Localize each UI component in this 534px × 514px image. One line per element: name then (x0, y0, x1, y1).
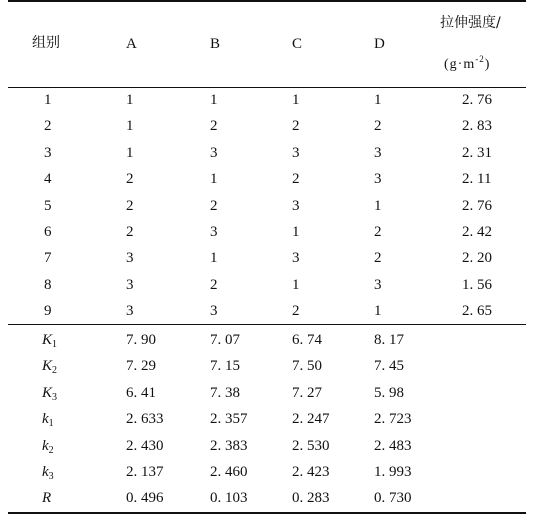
stat-key-subscript: 2 (48, 444, 54, 456)
cell-b: 2 (210, 118, 218, 135)
stat-a: 7. 90 (126, 332, 156, 348)
cell-a: 2 (126, 197, 134, 214)
cell-a: 3 (126, 250, 134, 267)
stat-key-letter: R (42, 490, 52, 507)
stat-key (42, 330, 57, 355)
cell-c: 2 (292, 171, 300, 188)
stat-c: 2. 530 (292, 437, 330, 454)
stat-key-subscript: 1 (52, 339, 58, 350)
cell-b: 2 (210, 276, 218, 293)
stat-d: 5. 98 (374, 384, 404, 401)
cell-b: 1 (210, 171, 218, 188)
cell-strength: 2. 76 (462, 197, 492, 214)
stat-c: 2. 247 (292, 411, 330, 428)
cell-c: 1 (292, 224, 300, 240)
stat-key (42, 409, 54, 434)
table-row (0, 116, 534, 138)
cell-c: 3 (292, 250, 300, 267)
cell-a: 2 (126, 171, 134, 188)
stat-c: 6. 74 (292, 332, 322, 348)
header-col-c: C (292, 36, 303, 52)
table-row (0, 222, 534, 244)
stat-key-letter: k (42, 464, 49, 480)
stat-a: 7. 29 (126, 358, 156, 375)
table-row (0, 196, 534, 218)
stat-key (42, 488, 51, 508)
cell-a: 3 (126, 276, 134, 293)
header-col-b: B (210, 36, 221, 52)
stat-d: 1. 993 (374, 464, 412, 480)
stat-c: 7. 50 (292, 358, 322, 375)
stat-row (0, 383, 534, 405)
table-row (0, 90, 534, 112)
header-unit (444, 50, 490, 74)
header-rule (8, 87, 526, 88)
cell-strength: 2. 31 (462, 144, 492, 161)
cell-a: 2 (126, 224, 134, 240)
stat-b: 2. 383 (210, 437, 248, 454)
stat-key-letter: K (42, 384, 53, 401)
stat-key-subscript: 2 (52, 365, 58, 377)
stat-key (42, 383, 57, 408)
cell-strength: 2. 20 (462, 250, 492, 267)
cell-group: 6 (44, 224, 52, 240)
stat-a: 6. 41 (126, 384, 156, 401)
stat-b: 2. 357 (210, 411, 248, 428)
cell-c: 3 (292, 197, 300, 214)
stat-key (42, 436, 54, 461)
stat-d: 8. 17 (374, 332, 404, 348)
stat-d: 7. 45 (374, 358, 404, 375)
stat-key-subscript: 3 (52, 391, 58, 403)
table-row (0, 169, 534, 191)
stat-d: 0. 730 (374, 490, 412, 507)
stat-key (42, 462, 54, 487)
stat-key (42, 356, 57, 381)
cell-c: 2 (292, 303, 300, 320)
table-row (0, 248, 534, 270)
stat-key-subscript: 3 (48, 471, 54, 482)
stat-key-letter: K (42, 358, 53, 375)
stat-row (0, 356, 534, 378)
stat-row (0, 436, 534, 458)
header-unit-open: (g·m (444, 57, 476, 72)
header-group: 组别 (32, 35, 60, 51)
header-unit-exponent: -2 (475, 54, 485, 64)
cell-d: 3 (374, 171, 382, 188)
cell-d: 2 (374, 250, 382, 267)
cell-b: 3 (210, 303, 218, 320)
table-row (0, 275, 534, 297)
stat-d: 2. 723 (374, 411, 412, 428)
table-top-rule (8, 0, 526, 2)
stat-d: 2. 483 (374, 437, 412, 454)
stat-b: 7. 38 (210, 384, 240, 401)
cell-group: 1 (44, 92, 52, 108)
cell-c: 1 (292, 92, 300, 108)
cell-group: 9 (44, 303, 52, 320)
cell-group: 5 (44, 197, 52, 214)
stats-rule (8, 324, 526, 325)
stat-a: 0. 496 (126, 490, 164, 507)
cell-d: 2 (374, 224, 382, 240)
cell-a: 1 (126, 118, 134, 135)
cell-b: 1 (210, 92, 218, 108)
stat-b: 7. 07 (210, 332, 240, 348)
cell-c: 1 (292, 276, 300, 293)
stat-a: 2. 633 (126, 411, 164, 428)
cell-d: 2 (374, 118, 382, 135)
header-col-a: A (126, 36, 137, 52)
stat-row (0, 409, 534, 431)
cell-a: 1 (126, 144, 134, 161)
cell-d: 1 (374, 197, 382, 214)
cell-d: 3 (374, 144, 382, 161)
cell-group: 4 (44, 171, 52, 188)
stat-c: 0. 283 (292, 490, 330, 507)
stat-c: 7. 27 (292, 384, 322, 401)
cell-b: 3 (210, 144, 218, 161)
cell-a: 1 (126, 92, 134, 108)
stat-b: 2. 460 (210, 464, 248, 480)
stat-c: 2. 423 (292, 464, 330, 480)
stat-b: 7. 15 (210, 358, 240, 375)
header-tensile-strength: 拉伸强度/ (440, 15, 501, 31)
stat-row (0, 462, 534, 484)
cell-strength: 2. 76 (462, 92, 492, 108)
cell-strength: 2. 83 (462, 118, 492, 135)
cell-d: 1 (374, 303, 382, 320)
stat-b: 0. 103 (210, 490, 248, 507)
stat-row (0, 330, 534, 352)
stat-a: 2. 137 (126, 464, 164, 480)
cell-strength: 2. 42 (462, 224, 492, 240)
stat-key-letter: k (42, 411, 49, 428)
cell-b: 3 (210, 224, 218, 240)
stat-row (0, 488, 534, 510)
cell-strength: 2. 65 (462, 303, 492, 320)
stat-key-letter: K (42, 332, 53, 348)
cell-b: 1 (210, 250, 218, 267)
cell-a: 3 (126, 303, 134, 320)
cell-c: 2 (292, 118, 300, 135)
stat-key-subscript: 1 (48, 418, 54, 430)
cell-group: 2 (44, 118, 52, 135)
stat-a: 2. 430 (126, 437, 164, 454)
cell-group: 7 (44, 250, 52, 267)
cell-b: 2 (210, 197, 218, 214)
cell-group: 3 (44, 144, 52, 161)
cell-c: 3 (292, 144, 300, 161)
cell-d: 3 (374, 276, 382, 293)
header-col-d: D (374, 36, 385, 52)
cell-group: 8 (44, 276, 52, 293)
cell-strength: 1. 56 (462, 276, 492, 293)
stat-key-letter: k (42, 437, 49, 454)
header-unit-close: ) (484, 57, 491, 72)
table-row (0, 143, 534, 165)
cell-strength: 2. 11 (462, 171, 492, 188)
cell-d: 1 (374, 92, 382, 108)
table-row (0, 301, 534, 323)
